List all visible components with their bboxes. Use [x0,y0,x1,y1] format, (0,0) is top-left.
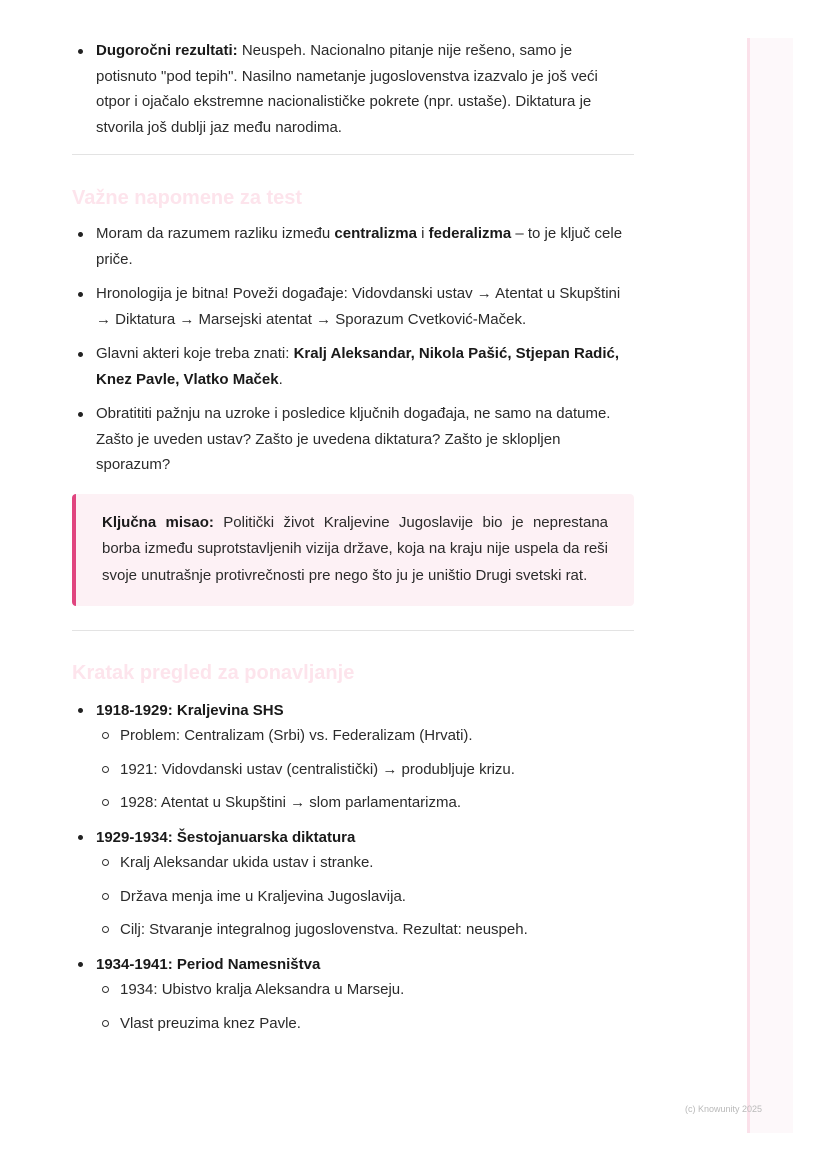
text-segment: . [278,370,283,388]
bold-term: Kralj Aleksandar, Nikola Pašić, Stjepan Radić, Knez Pavle, Vlatko Maček [96,345,620,388]
summary-list [72,698,634,1036]
text-segment: Hronologija je bitna! Poveži događaje: Vidovdanski ustav → Atentat u Skupštini → Diktatura → Marsejski atentat → Sporazum Cvetković-Maček. [96,285,621,328]
section-divider [72,630,634,631]
sub-list-item: Država menja ime u Kraljevina Jugoslavija. [72,884,634,909]
notes-list [72,221,634,478]
summary-period-title: 1929-1934: Šestojanuarska diktatura [72,825,634,850]
side-panel [747,38,793,1133]
summary-group [72,698,634,815]
item-label: Dugoročni rezultati: [96,42,238,59]
sub-list-item: 1921: Vidovdanski ustav (centralistički) → produbljuje krizu. [72,757,634,782]
summary-period-title: 1918-1929: Kraljevina SHS [72,698,634,723]
item-text: Neuspeh. Nacionalno pitanje nije rešeno, samo je potisnuto "pod tepih". Nasilno nametanje jugoslovenstva izazvalo je još veći otpor i ojačalo ekstremne nacionalističke pokrete (npr. ustaše). Diktatura je stvorila još dublji jaz među narodima. [96,42,598,136]
summary-sublist [72,723,634,815]
document-content [72,38,634,1046]
text-segment: – to je ključ cele priče. [96,225,623,268]
sub-list-item: Problem: Centralizam (Srbi) vs. Federalizam (Hrvati). [72,723,634,748]
section-heading-summary: Kratak pregled za ponavljanje [72,662,355,684]
list-item [72,281,634,332]
summary-sublist [72,850,634,942]
list-item [72,401,634,478]
section-heading-notes: Važne napomene za test [72,187,303,209]
bold-term: centralizma [334,225,417,242]
callout-text: Politički život Kraljevine Jugoslavije bio je neprestana borba između suprotstavljenih vizija države, koja na kraju nije uspela da reši svoje unutrašnje protivrečnosti pre nego što ju je uništio Drugi svetski rat. [102,513,608,584]
summary-group [72,952,634,1036]
key-thought-callout [72,494,634,607]
sub-list-item: Vlast preuzima knez Pavle. [72,1011,634,1036]
summary-period-title: 1934-1941: Period Namesništva [72,952,634,977]
section-divider [72,154,634,155]
list-item [72,341,634,392]
bold-term: federalizma [428,225,512,242]
sub-list-item: 1934: Ubistvo kralja Aleksandra u Marseju. [72,977,634,1002]
sub-list-item: Cilj: Stvaranje integralnog jugoslovenstva. Rezultat: neuspeh. [72,917,634,942]
summary-group [72,825,634,942]
text-segment: i [416,225,429,242]
copyright-footer: (c) Knowunity 2025 [685,1104,763,1114]
intro-list [72,38,634,140]
summary-sublist [72,977,634,1036]
sub-list-item: 1928: Atentat u Skupštini → slom parlamentarizma. [72,790,634,815]
list-item [72,221,634,272]
sub-list-item: Kralj Aleksandar ukida ustav i stranke. [72,850,634,875]
text-segment: Moram da razumem razliku između [96,225,335,242]
callout-label: Ključna misao: [102,513,214,531]
text-segment: Glavni akteri koje treba znati: [96,345,294,362]
text-segment: Obratititi pažnju na uzroke i posledice ključnih događaja, ne samo na datume. Zašto je uveden ustav? Zašto je uvedena diktatura? Zašto je sklopljen sporazum? [96,405,611,473]
list-item [72,38,634,140]
